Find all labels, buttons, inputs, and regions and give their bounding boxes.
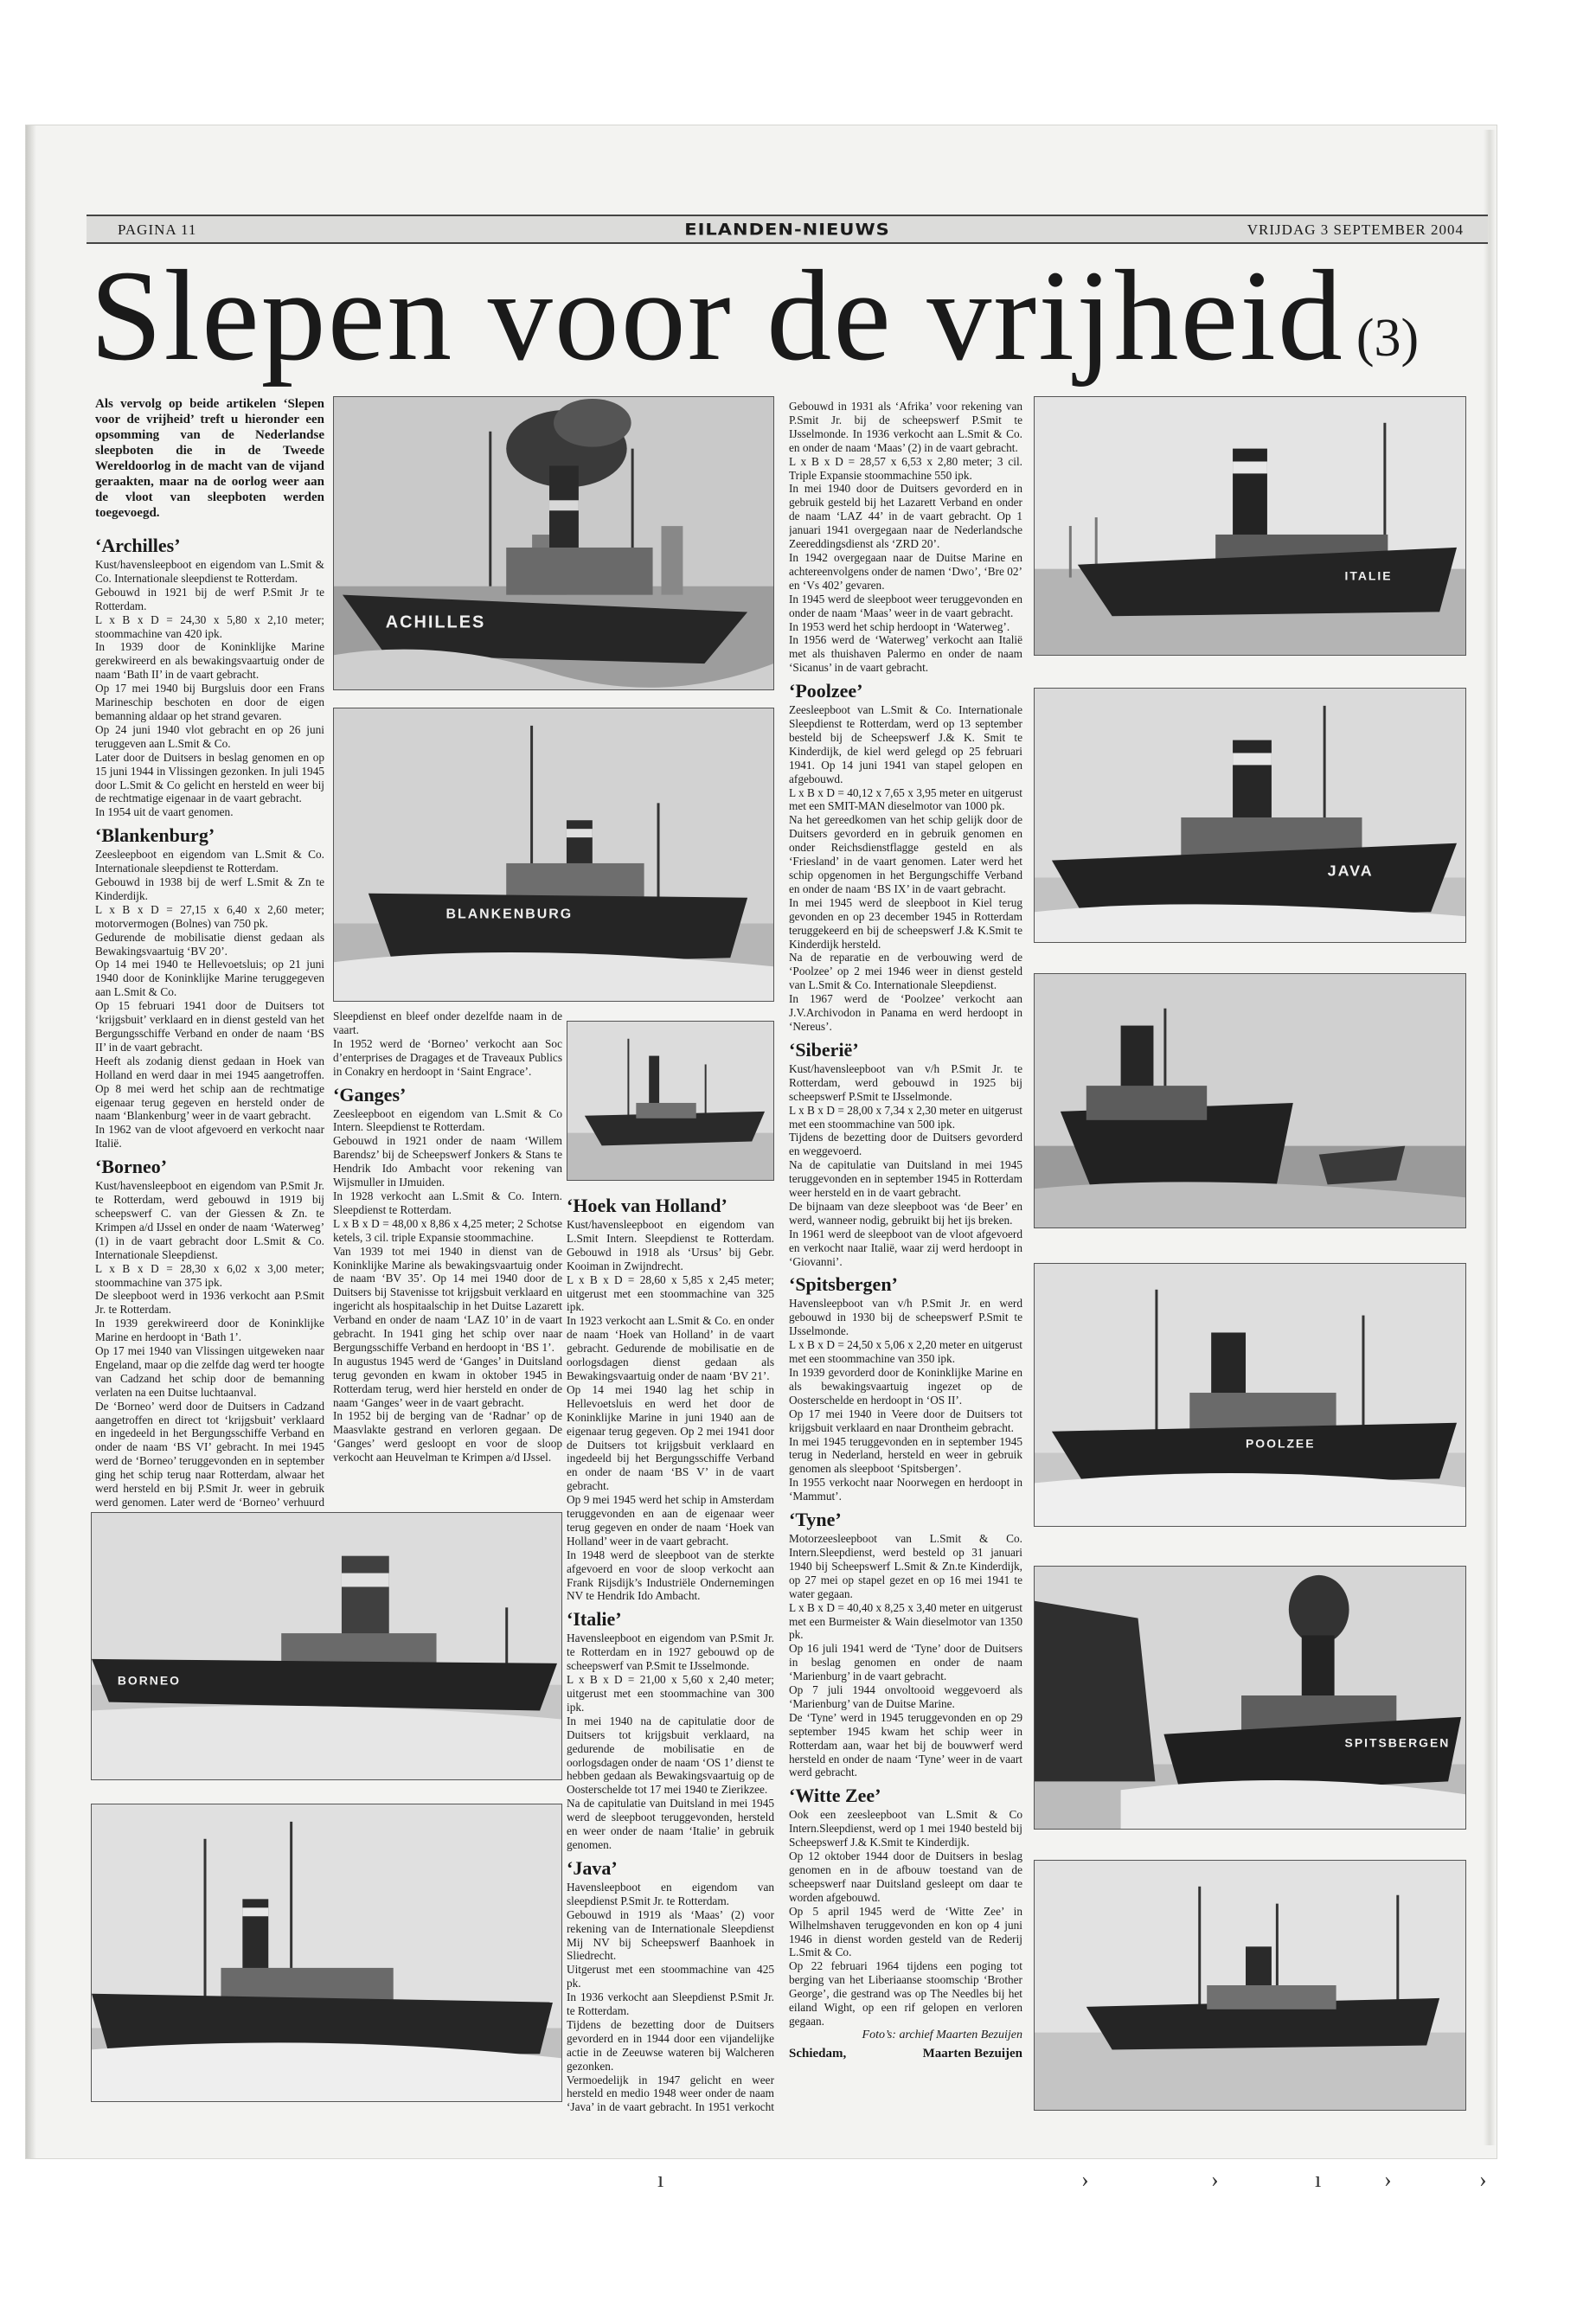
- paragraph: Op 9 mei 1945 werd het schip in Amsterdam teruggevonden en aan de eigenaar weer terug gegeven en onder de naam ‘Hoek van Holland’ weer in de vaart gebracht.: [567, 1493, 774, 1548]
- paragraph: In 1945 werd de sleepboot weer teruggevonden en onder de naam ‘Maas’ weer in de vaart gebracht.: [789, 592, 1022, 619]
- paragraph: De ‘Tyne’ werd in 1945 teruggevonden en op 29 september 1945 kwam het schip weer in Rotterdam aan, waar het bij de bouwwerf werd hersteld en onder de naam ‘Tyne’ weer in de vaart werd gebracht.: [789, 1710, 1022, 1779]
- paragraph: Na de capitulatie van Duitsland in mei 1945 teruggevonden en in september 1945 in Rotterdam weer hersteld en in de vaart gebracht.: [789, 1158, 1022, 1200]
- paragraph: De sleepboot werd in 1936 verkocht aan P.Smit Jr. te Rotterdam.: [95, 1289, 324, 1317]
- paragraph: Heeft als zodanig dienst gedaan in Hoek van Holland en werd daar in mei 1945 aangetroffen. Op 8 mei werd het schip aan de rechtmatige eigenaar terug gegeven en hersteld onder de naam ‘Blankenburg’ weer in de vaart gebracht.: [95, 1054, 324, 1123]
- photo-tug-borneo: [91, 1512, 562, 1780]
- paragraph: In 1939 gerekwireerd door de Koninklijke Marine en herdoopt in ‘Bath 1’.: [95, 1317, 324, 1344]
- paragraph: Later door de Duitsers in beslag genomen en op 15 juni 1944 in Vlissingen gezonken. In juli 1945 door L.Smit & Co gelicht en hersteld en weer bij de rechtmatige eigenaar in de vaart gebracht.: [95, 750, 324, 805]
- paragraph: In 1952 werd de ‘Borneo’ verkocht aan Soc d’enterprises de Dragages et de Traveaux Publics in Conakry en herdoopt in ‘Saint Engrace’.: [333, 1036, 562, 1078]
- paragraph: Van 1939 tot mei 1940 in dienst van de Koninklijke Marine als bewakingsvaartuig onder de naam ‘BV 35’. Op 14 mei 1940 door de Duitsers bij Stavenisse tot krijgsbuit verklaard en ingericht als hospitaalschip in het Duitse Lazarett Verband en onder de naam ‘LAZ 10’ in de vaart gebracht. In 1941 ging het schip over naar Bergungsschiffe Verband en herdoopt in ‘BS 1’.: [333, 1244, 562, 1354]
- paragraph: In 1967 werd de ‘Poolzee’ verkocht aan J.V.Archivodon in Panama en werd herdoopt in ‘Nereus’.: [789, 992, 1022, 1033]
- paragraph: Op 16 juli 1941 werd de ‘Tyne’ door de Duitsers in beslag genomen en onder de naam ‘Marienburg’ in de vaart gebracht.: [789, 1642, 1022, 1683]
- paragraph: L x B x D = 48,00 x 8,86 x 4,25 meter; 2 Schotse ketels, 3 cil. triple Expansie stoommachine.: [333, 1216, 562, 1244]
- paragraph: Op 14 mei 1940 te Hellevoetsluis; op 21 juni 1940 door de Koninklijke Marine teruggegeven aan L.Smit & Co.: [95, 958, 324, 999]
- paragraph: L x B x D = 24,30 x 5,80 x 2,10 meter; stoommachine van 420 ipk.: [95, 612, 324, 640]
- hull-name-java: JAVA: [1327, 862, 1374, 880]
- photo-tug-spitsbergen: [1034, 1566, 1466, 1830]
- tugboat-illustration: [1035, 974, 1465, 1227]
- paragraph: Gedurende de mobilisatie dienst gedaan als Bewakingsvaartuig ‘BV 20’.: [95, 930, 324, 958]
- page-fold: [1484, 130, 1496, 2145]
- scan-mark: ›: [1211, 2167, 1219, 2192]
- paragraph: In mei 1945 teruggevonden en in september 1945 terug in Nederland, hersteld en weer in gebruik genomen als sleepboot ‘Spitsbergen’.: [789, 1434, 1022, 1476]
- paragraph: Op 17 mei 1940 van Vlissingen uitgeweken naar Engeland, maar op die zelfde dag werd ter hoogte van Cadzand het schip door de bemanning verlaten na een Duitse luchtaanval.: [95, 1344, 324, 1399]
- paragraph: In 1961 werd de sleepboot van de vloot afgevoerd en verkocht naar Italië, waar zij werd herdoopt in ‘Giovanni’.: [789, 1227, 1022, 1268]
- paragraph: Op 24 juni 1940 vlot gebracht en op 26 juni teruggeven aan L.Smit & Co.: [95, 722, 324, 750]
- issue-date: VRIJDAG 3 SEPTEMBER 2004: [1247, 221, 1464, 238]
- paragraph: In 1928 verkocht aan L.Smit & Co. Intern. Sleepdienst te Rotterdam.: [333, 1189, 562, 1216]
- scan-mark: ›: [1479, 2167, 1487, 2192]
- page-number: PAGINA 11: [118, 221, 197, 238]
- paragraph: Op 5 april 1945 werd de ‘Witte Zee’ in Wilhelmshaven teruggevonden en kon op 4 juni 1946 in dienst worden gesteld van de Rederij L.Smit & Co.: [789, 1904, 1022, 1959]
- paragraph: Na het gereedkomen van het schip gelijk door de Duitsers gevorderd en in gebruik genomen en onder Reichsdienstflagge gesteld en als ‘Friesland’ in de vaart genomen. Later werd het schip opgenomen in het Bergungschiffe Verband en onder de naam ‘BS IX’ in de vaart gebracht.: [789, 813, 1022, 895]
- paragraph: Na de capitulatie van Duitsland in mei 1945 werd de sleepboot teruggevonden, hersteld en weer onder de naam ‘Italie’ in gebruik genomen.: [567, 1797, 774, 1851]
- photo-tug-witte-zee: [1034, 1860, 1466, 2111]
- paragraph: In 1942 overgegaan naar de Duitse Marine en achtereenvolgens onder de namen ‘Dwo’, ‘Bre 02’ en ‘Vs 402’ gevaren.: [789, 550, 1022, 592]
- paragraph: In 1923 verkocht aan L.Smit & Co. en onder de naam ‘Hoek van Holland’ in de vaart gebracht. Gedurende de mobilisatie en de oorlogsdagen dienst gedaan als Bewakingsvaartuig onder de naam ‘BV 21’.: [567, 1314, 774, 1382]
- tugboat-illustration: [1035, 1567, 1465, 1829]
- tugboat-illustration: [92, 1804, 561, 2101]
- paragraph: In 1936 verkocht aan Sleepdienst P.Smit Jr. te Rotterdam.: [567, 1990, 774, 2018]
- paragraph: Motorzeesleepboot van L.Smit & Co. Intern.Sleepdienst, werd besteld op 31 januari 1940 bij Scheepswerf L.Smit & Zn.te Kinderdijk, op 27 mei op stapel gezet en op 16 mei 1941 te water gegaan.: [789, 1532, 1022, 1600]
- tugboat-illustration: [1035, 689, 1465, 942]
- photo-tug-hoek-van-holland: [567, 1021, 774, 1181]
- photo-tug-ganges: [91, 1804, 562, 2102]
- hull-name-italie: ITALIE: [1344, 568, 1393, 583]
- paragraph: Op 7 juli 1944 onvoltooid weggevoerd als ‘Marienburg’ van de Duitse Marine.: [789, 1683, 1022, 1710]
- photo-tug-java: [1034, 688, 1466, 943]
- paragraph: Gebouwd in 1921 onder de naam ‘Willem Barendsz’ bij de Scheepswerf Jonkers & Stans te Hendrik Ido Ambacht voor rekening van Wijsmuller in IJmuiden.: [333, 1134, 562, 1189]
- paragraph: In augustus 1945 werd de ‘Ganges’ in Duitsland terug gevonden en kwam in oktober 1945 in Rotterdam terug, werd hier hersteld en onder de naam ‘Ganges’ weer in de vaart gebracht.: [333, 1354, 562, 1409]
- text-column-2: [333, 1009, 562, 1485]
- section-title-spitsbergen: ‘Spitsbergen’: [789, 1273, 898, 1296]
- section-title-java: ‘Java’: [567, 1856, 618, 1879]
- section-title-italie: ‘Italie’: [567, 1608, 622, 1631]
- scan-mark: ›: [1384, 2167, 1392, 2192]
- paragraph: Op 22 februari 1964 tijdens een poging tot berging van het Liberiaanse stoomschip ‘Brother George’, die gestrand was op The Needles bij het eiland Wight, op een rif gelopen en verloren gegaan.: [789, 1959, 1022, 2028]
- scan-mark: ı: [1315, 2167, 1322, 2192]
- paragraph: Tijdens de bezetting door de Duitsers gevorderd en in 1944 door een vijandelijke actie in de Zeeuwse wateren bij Walcheren gezonken.: [567, 2017, 774, 2073]
- paragraph: De ‘Borneo’ werd door de Duitsers in Cadzand aangetroffen en direct tot ‘krijgsbuit’ verklaard en ingedeeld in het Bergungsschiffe Verband en onder de naam ‘BS VI’ gebracht. In mei 1945 werd de ‘Borneo’ teruggevonden en in september ging het schip terug naar Rotterdam, alwaar het werd hersteld en bij P.Smit Jr. weer in gebruik werd genomen. Later werd de ‘Borneo’ verhuurd: [95, 1399, 324, 1509]
- paragraph: L x B x D = 27,15 x 6,40 x 2,60 meter; motorvermogen (Bolnes) van 750 pk.: [95, 902, 324, 930]
- paragraph: Op 14 mei 1940 lag het schip in Hellevoetsluis en werd het door de Koninklijke Marine in juni 1940 aan de eigenaar terug gegeven. Op 2 mei 1941 door de Duitsers tot krijgsbuit verklaard en ingedeeld bij het Bergungsschiffe Verband en onder de naam ‘BS V’ in de vaart gebracht.: [567, 1382, 774, 1493]
- paragraph: Havensleepboot en eigendom van sleepdienst P.Smit Jr. te Rotterdam.: [567, 1880, 774, 1907]
- paragraph: In 1939 door de Koninklijke Marine gerekwireerd en als bewakingsvaartuig onder de naam ‘Bath II’ in de vaart gebracht.: [95, 640, 324, 682]
- article-intro: Als vervolg op beide artikelen ‘Slepen voor de vrijheid’ treft u hieronder een opsomming van de Nederlandse sleepboten die in de Tweede Wereldoorlog in de macht van de vijand geraakten, maar na de oorlog weer aan de vloot van sleepboten werden toegevoegd.: [95, 397, 324, 520]
- paragraph: De bijnaam van deze sleepboot was ‘de Beer’ en werd, wanneer nodig, gebruikt bij het ijs breken.: [789, 1199, 1022, 1227]
- hull-name-spitsbergen: SPITSBERGEN: [1344, 1735, 1451, 1750]
- section-title-tyne: ‘Tyne’: [789, 1509, 842, 1531]
- hull-name-borneo: BORNEO: [117, 1673, 181, 1688]
- byline: [789, 2048, 1022, 2061]
- section-title-poolzee: ‘Poolzee’: [789, 680, 863, 702]
- paragraph: Op 17 mei 1940 in Veere door de Duitsers tot krijgsbuit verklaard en naar Drontheim gebracht.: [789, 1407, 1022, 1434]
- byline-place: Schiedam,: [789, 2046, 847, 2061]
- paragraph: Kust/havensleepboot en eigendom van L.Smit & Co. Internationale sleepdienst te Rotterdam.: [95, 558, 324, 585]
- paragraph: In mei 1940 na de capitulatie door de Duitsers tot krijgsbuit verklaard, na gedurende de mobilisatie en de oorlogsdagen onder de naam ‘OS 1’ dienst te hebben gedaan als Bewakingsvaartuig op de Oosterschelde tot 17 mei 1940 te Zierikzee.: [567, 1714, 774, 1797]
- headline-title: Slepen voor de vrijheid: [90, 244, 1344, 388]
- paragraph: Zeesleepboot en eigendom van L.Smit & Co Intern. Sleepdienst te Rotterdam.: [333, 1106, 562, 1134]
- page-edge-shadow: [26, 125, 36, 2158]
- paragraph: Na de reparatie en de verbouwing werd de ‘Poolzee’ op 2 mei 1946 weer in dienst gesteld van L.Smit & Co. Internationale Sleepdienst.: [789, 951, 1022, 992]
- hull-name-achilles: ACHILLES: [385, 612, 486, 632]
- section-title-borneo: ‘Borneo’: [95, 1156, 168, 1178]
- section-title-ganges: ‘Ganges’: [333, 1083, 407, 1106]
- photo-tug-poolzee: [1034, 1263, 1466, 1527]
- photo-tug-blankenburg: [333, 708, 774, 1002]
- paragraph: L x B x D = 28,60 x 5,85 x 2,45 meter; uitgerust met een stoommachine van 325 ipk.: [567, 1272, 774, 1314]
- tugboat-illustration: [92, 1513, 561, 1779]
- tugboat-illustration: [334, 708, 773, 1001]
- paragraph: Havensleepboot en eigendom van P.Smit Jr. te Rotterdam en in 1927 gebouwd op de scheepswerf van P.Smit te IJsselmonde.: [567, 1631, 774, 1673]
- paragraph: Gebouwd in 1931 als ‘Afrika’ voor rekening van P.Smit Jr. bij de scheepswerf P.Smit te IJsselmonde. In 1936 verkocht aan L.Smit & Co. en onder de naam ‘Maas’ (2) in de vaart gebracht.: [789, 400, 1022, 454]
- paragraph: Kust/havensleepboot en eigendom van P.Smit Jr. te Rotterdam, werd gebouwd in 1919 bij scheepswerf C. van der Giessen & Zn. te Krimpen a/d IJssel en onder de naam ‘Waterweg’ (1) in de vaart gebracht door L.Smit & Co. Internationale Sleepdienst.: [95, 1179, 324, 1261]
- paragraph: Vermoedelijk in 1947 gelicht en weer hersteld en medio 1948 weer onder de naam ‘Java’ in de vaart gebracht. In 1951 verkocht: [567, 2073, 774, 2114]
- photo-credit: Foto’s: archief Maarten Bezuijen: [862, 2028, 1022, 2041]
- page-header: [87, 215, 1488, 244]
- paragraph: In 1939 gevorderd door de Koninklijke Marine en als bewakingsvaartuig ingezet op de Oosterschelde en herdoopt in ‘OS II’.: [789, 1366, 1022, 1407]
- paragraph: Op 17 mei 1940 bij Burgsluis door een Frans Marineschip beschoten en door de eigen bemanning aldaar op het strand gevaren.: [95, 682, 324, 722]
- section-title-hoek-van-holland: ‘Hoek van Holland’: [567, 1195, 727, 1216]
- tugboat-illustration: [1035, 1264, 1465, 1526]
- section-title-siberie: ‘Siberië’: [789, 1038, 859, 1061]
- paragraph: Sleepdienst en bleef onder dezelfde naam in de vaart.: [333, 1009, 562, 1036]
- byline-author: Maarten Bezuijen: [922, 2046, 1022, 2061]
- paragraph: L x B x D = 28,57 x 6,53 x 2,80 meter; 3 cil. Triple Expansie stoommachine 550 ipk.: [789, 454, 1022, 482]
- paragraph: In 1952 bij de berging van de ‘Radnar’ op de Maasvlakte gestrand en verloren gegaan. De ‘Ganges’ werd gesloopt en voor de sloop verkocht aan Heuvelman te Krimpen a/d IJssel.: [333, 1409, 562, 1465]
- paragraph: In mei 1945 werd de sleepboot in Kiel terug gevonden en op 23 december 1945 in Rotterdam teruggekeerd en bij de scheepswerf J.& K.Smit te Kinderdijk hersteld.: [789, 895, 1022, 951]
- paragraph: Op 12 oktober 1944 door de Duitsers in beslag genomen en in de afbouw toestand van de scheepswerf naar Duitsland gesleept om daar te worden afgebouwd.: [789, 1849, 1022, 1904]
- section-title-blankenburg: ‘Blankenburg’: [95, 824, 215, 847]
- paragraph: Op 15 februari 1941 door de Duitsers tot ‘krijgsbuit’ verklaard en in dienst gesteld van het Bergungsschiffe Verband en onder de naam ‘BS II’ in de vaart gebracht.: [95, 999, 324, 1054]
- hull-name-poolzee: POOLZEE: [1246, 1436, 1316, 1451]
- paragraph: Kust/havensleepboot en eigendom van L.Smit Intern. Sleepdienst te Rotterdam. Gebouwd in 1918 als ‘Ursus’ bij Gebr. Kooiman in Zwijndrecht.: [567, 1218, 774, 1272]
- section-title-witte-zee: ‘Witte Zee’: [789, 1785, 881, 1807]
- photo-tug-achilles: [333, 396, 774, 690]
- paragraph: In 1954 uit de vaart genomen.: [95, 805, 234, 819]
- paragraph: In 1955 verkocht naar Noorwegen en herdoopt in ‘Mammut’.: [789, 1476, 1022, 1503]
- paragraph: In 1956 werd de ‘Waterweg’ verkocht aan Italië met als thuishaven Palermo en onder de naam ‘Sicanus’ in de vaart gebracht.: [789, 633, 1022, 675]
- paragraph: Havensleepboot van v/h P.Smit Jr. en werd gebouwd in 1930 bij de scheepswerf P.Smit te IJsselmonde.: [789, 1297, 1022, 1338]
- paragraph: Ook een zeesleepboot van L.Smit & Co Intern.Sleepdienst, werd op 1 mei 1940 besteld bij Scheepswerf J.& K.Smit te Kinderdijk.: [789, 1808, 1022, 1849]
- paragraph: L x B x D = 21,00 x 5,60 x 2,40 meter; uitgerust met een stoommachine van 300 ipk.: [567, 1673, 774, 1714]
- text-column-3: [567, 1189, 774, 2115]
- paragraph: Gebouwd in 1921 bij de werf P.Smit Jr te Rotterdam.: [95, 585, 324, 612]
- headline: [90, 244, 1474, 388]
- tugboat-illustration: [1035, 1861, 1465, 2110]
- paragraph: Zeesleepboot en eigendom van L.Smit & Co. Internationale sleepdienst te Rotterdam.: [95, 848, 324, 875]
- paragraph: L x B x D = 40,40 x 8,25 x 3,40 meter en uitgerust met een Burmeister & Wain dieselmotor van 1350 pk.: [789, 1600, 1022, 1642]
- text-column-4: [789, 400, 1022, 2104]
- headline-part: (3): [1356, 309, 1420, 368]
- paragraph: L x B x D = 28,30 x 6,02 x 3,00 meter; stoommachine van 375 ipk.: [95, 1261, 324, 1289]
- paragraph: In 1962 van de vloot afgevoerd en verkocht naar Italië.: [95, 1123, 324, 1150]
- tugboat-illustration: [567, 1022, 773, 1180]
- paragraph: Gebouwd in 1919 als ‘Maas’ (2) voor rekening van de Internationale Sleepdienst Mij NV bij Scheepswerf Baanhoek in Sliedrecht.: [567, 1907, 774, 1963]
- paragraph: In mei 1940 door de Duitsers gevorderd en in gebruik gesteld bij het Lazarett Verband en onder de naam ‘LAZ 44’ in de vaart gebracht. Op 1 januari 1941 overgegaan naar de Nederlandsche Zeereddingsdienst als ‘ZRD 20’.: [789, 482, 1022, 551]
- paragraph: Kust/havensleepboot van v/h P.Smit Jr. te Rotterdam, werd gebouwd in 1925 bij scheepswerf P.Smit te IJsselmonde.: [789, 1061, 1022, 1103]
- paragraph: Zeesleepboot van L.Smit & Co. Internationale Sleepdienst te Rotterdam, werd op 13 september besteld bij de Scheepswerf J.& K. Smit te Kinderdijk, de kiel werd gelegd op 25 februari 1941. Op 14 juni 1941 van stapel gelopen en afgebouwd.: [789, 703, 1022, 785]
- photo-tug-italie: [1034, 396, 1466, 656]
- hull-name-blankenburg: BLANKENBURG: [445, 907, 574, 922]
- paragraph: L x B x D = 24,50 x 5,06 x 2,20 meter en uitgerust met een stoommachine van 350 ipk.: [789, 1338, 1022, 1366]
- paragraph: Tijdens de bezetting door de Duitsers gevorderd en weggevoerd.: [789, 1131, 1022, 1158]
- scan-mark: ı: [657, 2167, 664, 2192]
- paragraph: In 1948 werd de sleepboot van de sterkte afgevoerd en voor de sloop verkocht aan Frank Rijsdijk’s Industriële Ondernemingen NV te Hendrik Ido Ambacht.: [567, 1548, 774, 1603]
- paragraph: L x B x D = 28,00 x 7,34 x 2,30 meter en uitgerust met een stoommachine van 500 ipk.: [789, 1103, 1022, 1131]
- tugboat-illustration: [334, 397, 773, 689]
- paragraph: Gebouwd in 1938 bij de werf L.Smit & Zn te Kinderdijk.: [95, 875, 324, 902]
- section-title-achilles: ‘Archilles’: [95, 535, 181, 556]
- paragraph: Uitgerust met een stoommachine van 425 pk.: [567, 1963, 774, 1990]
- newspaper-masthead: EILANDEN-NIEUWS: [684, 220, 890, 239]
- photo-tug-siberie: [1034, 973, 1466, 1228]
- tugboat-illustration: [1035, 397, 1465, 655]
- paragraph: L x B x D = 40,12 x 7,65 x 3,95 meter en uitgerust met een SMIT-MAN dieselmotor van 1000 pk.: [789, 785, 1022, 813]
- scan-mark: ›: [1081, 2167, 1089, 2192]
- paragraph: In 1953 werd het schip herdoopt in ‘Waterweg’.: [789, 619, 1010, 633]
